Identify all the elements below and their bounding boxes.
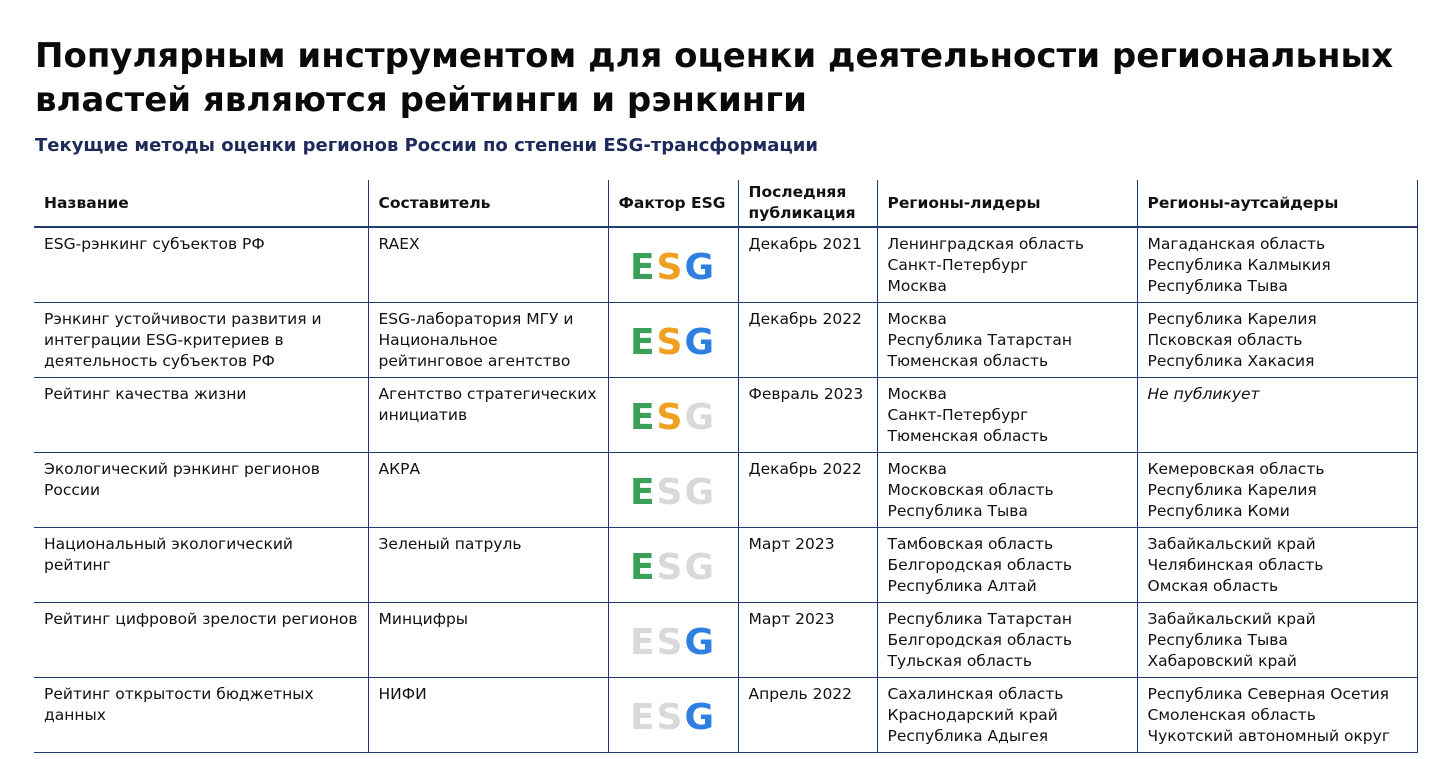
leader-region: Тюменская область bbox=[887, 427, 1049, 445]
esg-badge bbox=[630, 623, 716, 663]
cell-leaders bbox=[877, 453, 1137, 528]
ratings-table bbox=[34, 180, 1418, 753]
rating-name: Рейтинг качества жизни bbox=[44, 385, 247, 403]
esg-letter-s: S bbox=[656, 247, 685, 288]
cell-name bbox=[34, 603, 368, 678]
leader-region: Краснодарский край bbox=[887, 706, 1058, 724]
cell-esg-factor bbox=[608, 378, 738, 453]
cell-esg-factor bbox=[608, 227, 738, 303]
rating-name: Рейтинг цифровой зрелости регионов bbox=[44, 610, 358, 628]
outsider-region: Не публикует bbox=[1147, 385, 1260, 403]
table-body bbox=[34, 227, 1417, 753]
header-factor: Фактор ESG bbox=[608, 180, 738, 227]
cell-name bbox=[34, 303, 368, 378]
cell-author bbox=[368, 453, 608, 528]
esg-letter-g: G bbox=[684, 247, 717, 288]
outsider-region: Республика Калмыкия bbox=[1147, 256, 1331, 274]
cell-outsiders bbox=[1137, 678, 1417, 753]
esg-badge bbox=[630, 548, 716, 588]
outsider-region: Челябинская область bbox=[1147, 556, 1324, 574]
leader-region: Республика Алтай bbox=[887, 577, 1037, 595]
cell-date bbox=[738, 227, 877, 303]
cell-date bbox=[738, 378, 877, 453]
leader-region: Республика Адыгея bbox=[887, 727, 1049, 745]
cell-name bbox=[34, 227, 368, 303]
outsider-region: Республика Северная Осетия bbox=[1147, 685, 1389, 703]
outsider-region: Республика Хакасия bbox=[1147, 352, 1315, 370]
cell-name bbox=[34, 453, 368, 528]
esg-letter-e: E bbox=[629, 247, 657, 288]
cell-leaders bbox=[877, 303, 1137, 378]
esg-letter-s: S bbox=[656, 622, 685, 663]
rating-name: Рэнкинг устойчивости развития и интеграции ESG-критериев в деятельность субъектов РФ bbox=[44, 310, 322, 370]
esg-letter-s: S bbox=[656, 547, 685, 588]
esg-letter-e: E bbox=[629, 472, 657, 513]
leader-region: Москва bbox=[887, 277, 947, 295]
leader-region: Республика Татарстан bbox=[887, 610, 1073, 628]
cell-esg-factor bbox=[608, 678, 738, 753]
rating-author: АКРА bbox=[378, 460, 421, 478]
table-row bbox=[34, 378, 1417, 453]
table-row bbox=[34, 303, 1417, 378]
leader-region: Ленинградская область bbox=[887, 235, 1084, 253]
cell-leaders bbox=[877, 227, 1137, 303]
rating-author: RAEX bbox=[378, 235, 420, 253]
esg-letter-g: G bbox=[684, 397, 717, 438]
cell-esg-factor bbox=[608, 528, 738, 603]
leader-region: Санкт-Петербург bbox=[887, 256, 1029, 274]
esg-badge bbox=[630, 398, 716, 438]
esg-badge bbox=[630, 323, 716, 363]
outsider-region: Республика Тыва bbox=[1147, 631, 1288, 649]
leader-region: Республика Тыва bbox=[887, 502, 1028, 520]
outsider-region: Омская область bbox=[1147, 577, 1279, 595]
esg-letter-g: G bbox=[684, 697, 717, 738]
cell-esg-factor bbox=[608, 603, 738, 678]
header-outsiders: Регионы-аутсайдеры bbox=[1137, 180, 1417, 227]
rating-author: Минцифры bbox=[378, 610, 469, 628]
esg-badge bbox=[630, 698, 716, 738]
outsider-region: Псковская область bbox=[1147, 331, 1303, 349]
table-row bbox=[34, 678, 1417, 753]
cell-name bbox=[34, 378, 368, 453]
publication-date: Декабрь 2022 bbox=[748, 460, 862, 478]
cell-date bbox=[738, 303, 877, 378]
table-header-row bbox=[34, 180, 1417, 227]
esg-letter-e: E bbox=[629, 322, 657, 363]
esg-letter-s: S bbox=[656, 397, 685, 438]
outsider-region: Магаданская область bbox=[1147, 235, 1326, 253]
esg-letter-s: S bbox=[656, 322, 685, 363]
rating-author: ESG-лаборатория МГУ и Национальное рейтинговое агентство bbox=[378, 310, 574, 370]
cell-outsiders bbox=[1137, 453, 1417, 528]
page-title: Популярным инструментом для оценки деятельности региональных властей являются рейтинги и рэнкинги bbox=[35, 36, 1394, 120]
publication-date: Декабрь 2021 bbox=[748, 235, 862, 253]
publication-date: Март 2023 bbox=[748, 610, 835, 628]
publication-date: Февраль 2023 bbox=[748, 385, 864, 403]
esg-letter-s: S bbox=[656, 472, 685, 513]
header-date-line1: Последняя bbox=[748, 183, 847, 201]
rating-name: ESG-рэнкинг субъектов РФ bbox=[44, 235, 265, 253]
cell-outsiders bbox=[1137, 603, 1417, 678]
header-date-line2: публикация bbox=[748, 204, 856, 222]
table-row bbox=[34, 453, 1417, 528]
rating-author: Агентство стратегических инициатив bbox=[378, 385, 597, 424]
cell-date bbox=[738, 528, 877, 603]
cell-author bbox=[368, 378, 608, 453]
cell-name bbox=[34, 678, 368, 753]
rating-author: НИФИ bbox=[378, 685, 427, 703]
cell-leaders bbox=[877, 603, 1137, 678]
rating-name: Рейтинг открытости бюджетных данных bbox=[44, 685, 314, 724]
publication-date: Март 2023 bbox=[748, 535, 835, 553]
esg-letter-g: G bbox=[684, 622, 717, 663]
esg-letter-g: G bbox=[684, 472, 717, 513]
esg-letter-g: G bbox=[684, 322, 717, 363]
publication-date: Декабрь 2022 bbox=[748, 310, 862, 328]
cell-outsiders bbox=[1137, 378, 1417, 453]
esg-badge bbox=[630, 473, 716, 513]
rating-name: Экологический рэнкинг регионов России bbox=[44, 460, 320, 499]
header-date bbox=[738, 180, 877, 227]
page-subtitle: Текущие методы оценки регионов России по степени ESG-трансформации bbox=[35, 135, 818, 156]
table-row bbox=[34, 528, 1417, 603]
outsider-region: Республика Карелия bbox=[1147, 310, 1317, 328]
cell-author bbox=[368, 303, 608, 378]
leader-region: Москва bbox=[887, 385, 947, 403]
leader-region: Тульская область bbox=[887, 652, 1032, 670]
cell-date bbox=[738, 453, 877, 528]
cell-name bbox=[34, 528, 368, 603]
cell-esg-factor bbox=[608, 303, 738, 378]
leader-region: Тюменская область bbox=[887, 352, 1049, 370]
esg-letter-s: S bbox=[656, 697, 685, 738]
cell-outsiders bbox=[1137, 227, 1417, 303]
esg-letter-e: E bbox=[629, 397, 657, 438]
leader-region: Белгородская область bbox=[887, 556, 1073, 574]
esg-badge bbox=[630, 248, 716, 288]
outsider-region: Забайкальский край bbox=[1147, 610, 1316, 628]
leader-region: Тамбовская область bbox=[887, 535, 1054, 553]
cell-author bbox=[368, 227, 608, 303]
header-name: Название bbox=[34, 180, 368, 227]
cell-leaders bbox=[877, 528, 1137, 603]
header-leaders: Регионы-лидеры bbox=[877, 180, 1137, 227]
table-row bbox=[34, 603, 1417, 678]
table-row bbox=[34, 227, 1417, 303]
cell-leaders bbox=[877, 378, 1137, 453]
outsider-region: Республика Карелия bbox=[1147, 481, 1317, 499]
leader-region: Московская область bbox=[887, 481, 1054, 499]
outsider-region: Хабаровский край bbox=[1147, 652, 1297, 670]
outsider-region: Смоленская область bbox=[1147, 706, 1316, 724]
cell-author bbox=[368, 678, 608, 753]
esg-letter-e: E bbox=[629, 547, 657, 588]
header-author: Составитель bbox=[368, 180, 608, 227]
cell-leaders bbox=[877, 678, 1137, 753]
leader-region: Республика Татарстан bbox=[887, 331, 1073, 349]
cell-outsiders bbox=[1137, 528, 1417, 603]
leader-region: Санкт-Петербург bbox=[887, 406, 1029, 424]
cell-date bbox=[738, 603, 877, 678]
cell-outsiders bbox=[1137, 303, 1417, 378]
cell-esg-factor bbox=[608, 453, 738, 528]
esg-letter-e: E bbox=[629, 622, 657, 663]
leader-region: Белгородская область bbox=[887, 631, 1073, 649]
outsider-region: Республика Коми bbox=[1147, 502, 1290, 520]
outsider-region: Чукотский автономный округ bbox=[1147, 727, 1390, 745]
cell-author bbox=[368, 528, 608, 603]
leader-region: Москва bbox=[887, 460, 947, 478]
publication-date: Апрель 2022 bbox=[748, 685, 853, 703]
rating-author: Зеленый патруль bbox=[378, 535, 522, 553]
outsider-region: Кемеровская область bbox=[1147, 460, 1325, 478]
cell-date bbox=[738, 678, 877, 753]
leader-region: Москва bbox=[887, 310, 947, 328]
esg-letter-e: E bbox=[629, 697, 657, 738]
esg-letter-g: G bbox=[684, 547, 717, 588]
leader-region: Сахалинская область bbox=[887, 685, 1064, 703]
outsider-region: Республика Тыва bbox=[1147, 277, 1288, 295]
outsider-region: Забайкальский край bbox=[1147, 535, 1316, 553]
rating-name: Национальный экологический рейтинг bbox=[44, 535, 293, 574]
cell-author bbox=[368, 603, 608, 678]
